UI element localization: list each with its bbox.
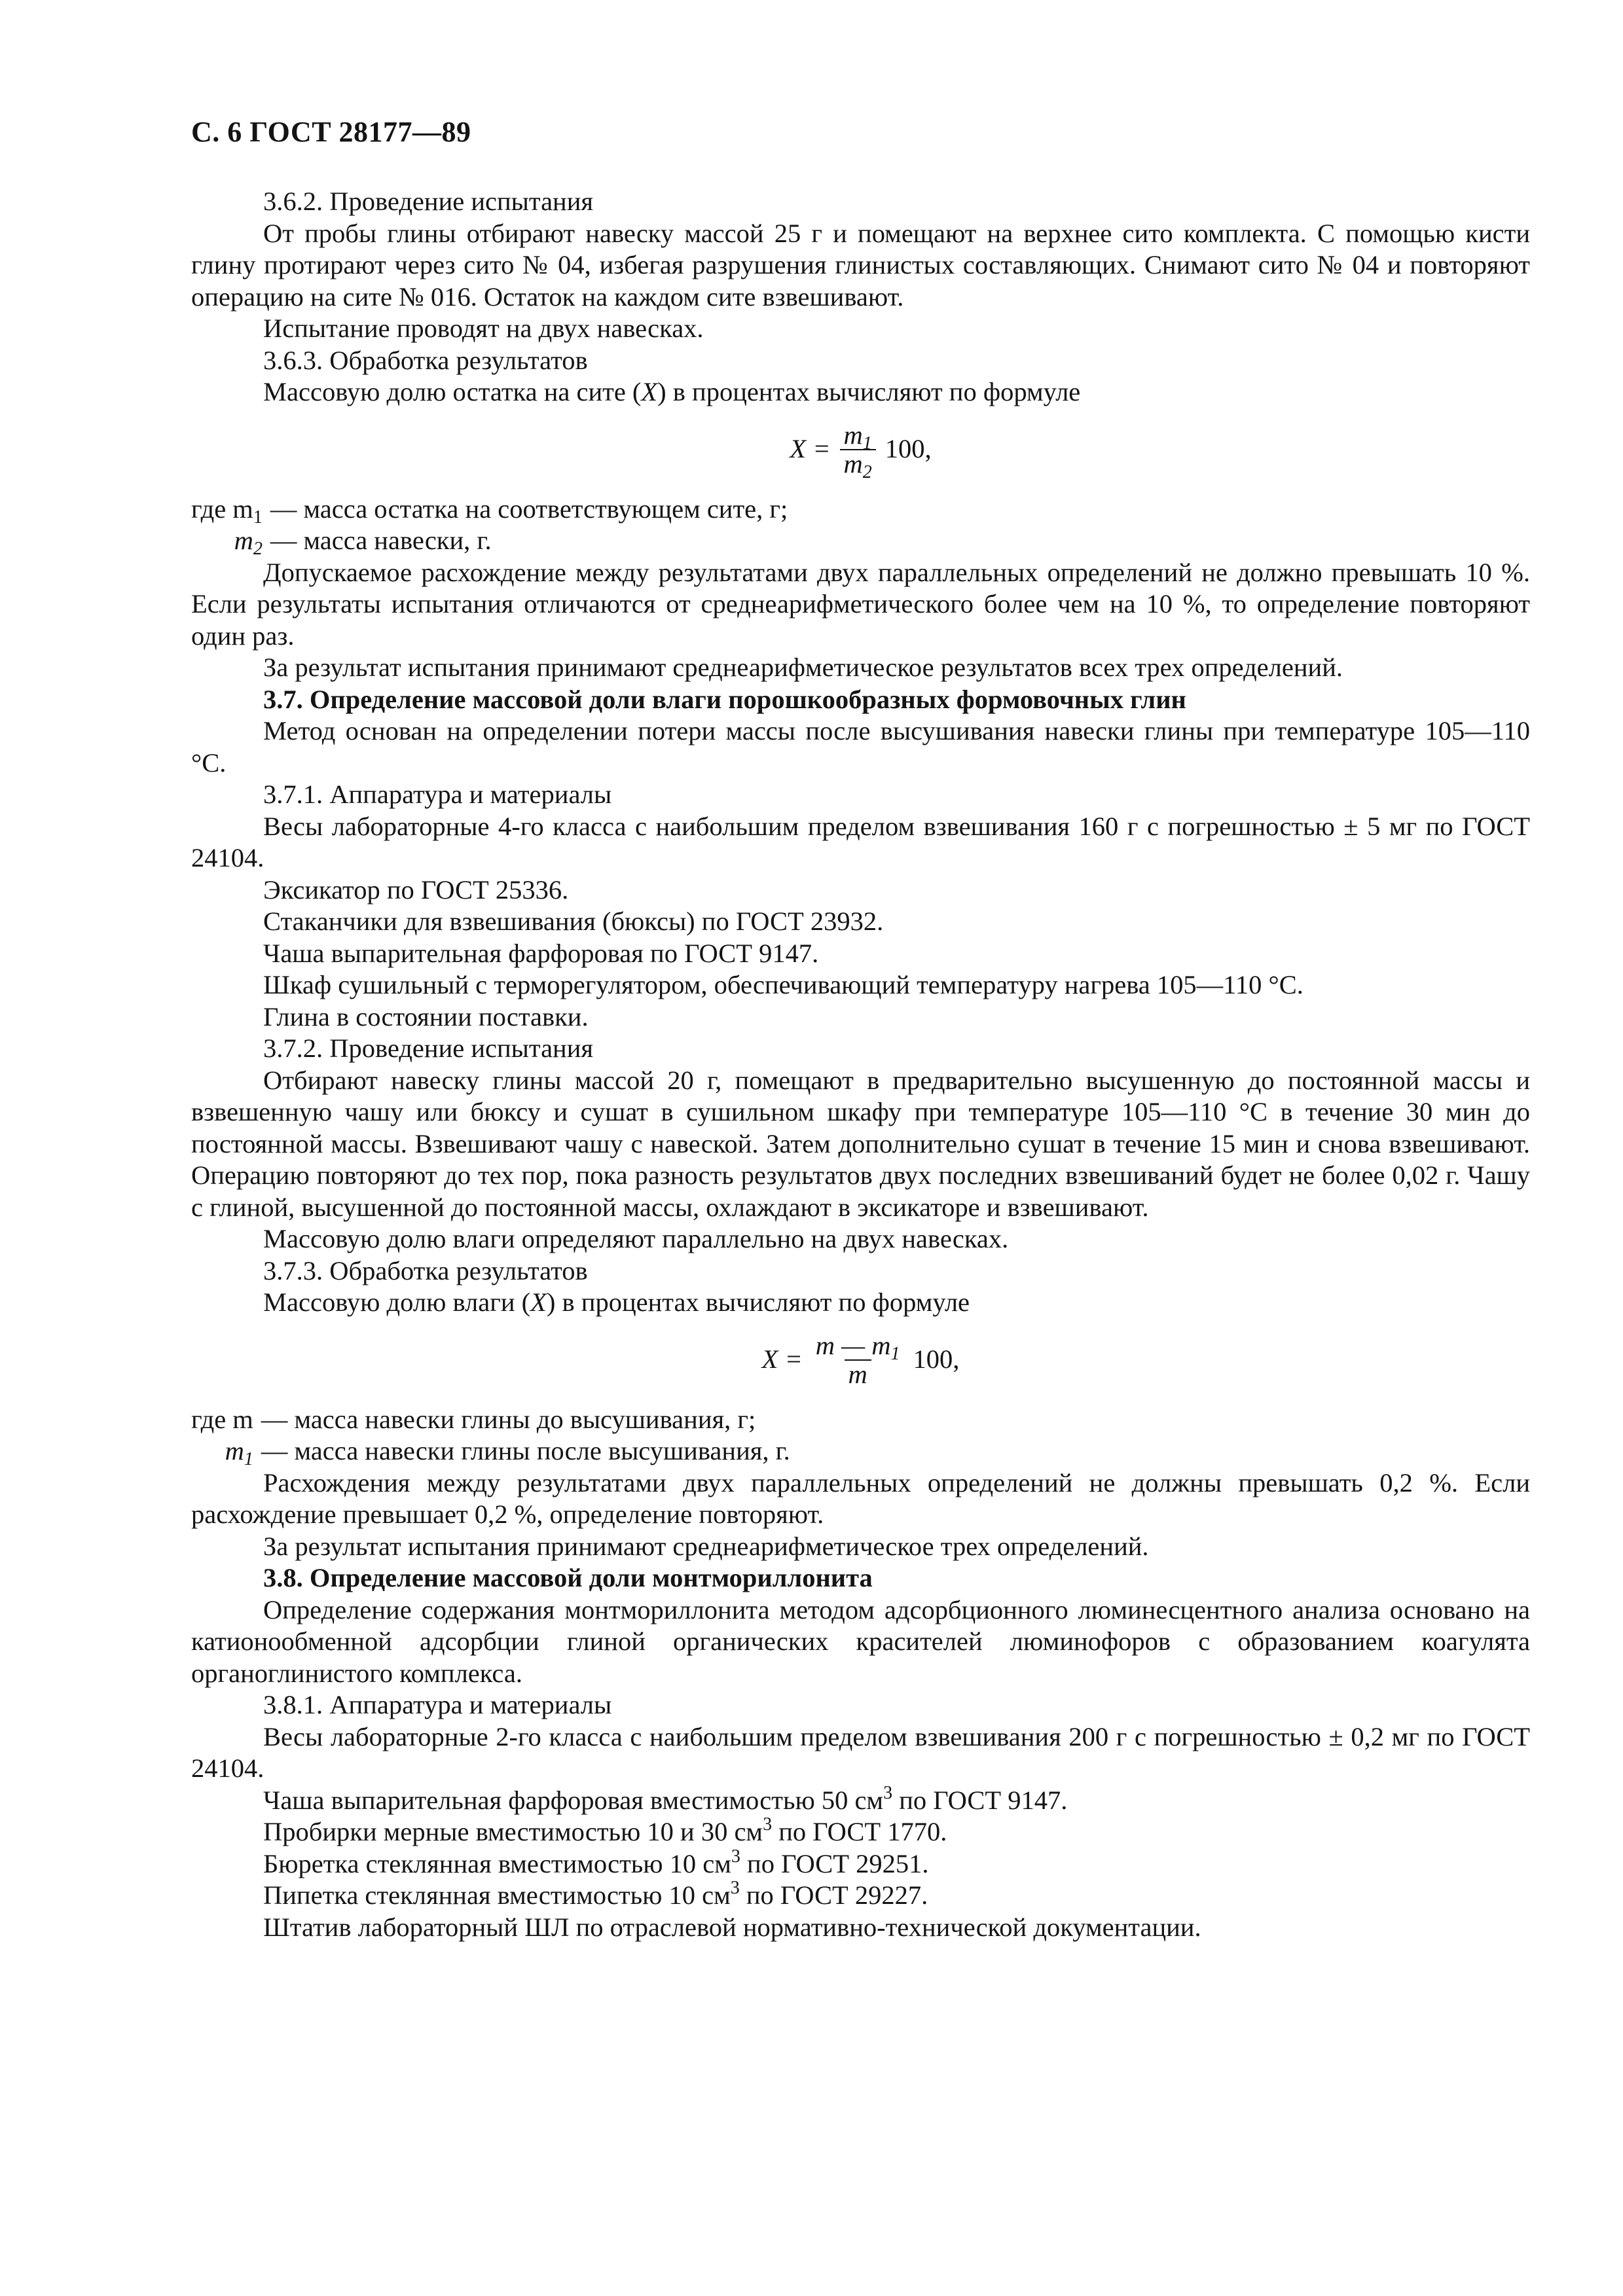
- formula-lhs: X =: [790, 434, 831, 464]
- formula-legend: где m — масса навески глины до высушивания, г; $m_1$ — масса навески глины после высушивания, г.: [191, 1404, 790, 1469]
- list-item: Бюретка стеклянная вместимостью 10 $см^3$ по ГОСТ 29251.: [263, 1846, 929, 1878]
- list-item: Эксикатор по ГОСТ 25336.: [263, 874, 569, 905]
- section-3-7-title: 3.7. Определение массовой доли влаги порошкообразных формовочных глин: [263, 684, 1186, 714]
- formula-intro: Массовую долю остатка на сите (X) в процентах вычисляют по формуле: [263, 377, 1081, 406]
- list-item: Весы лабораторные 2-го класса с наибольшим пределом взвешивания 200 г с погрешностью ± 0,2 мг по ГОСТ 24104.: [191, 1721, 1530, 1783]
- section-3-7-3-title: 3.7.3. Обработка результатов: [263, 1255, 588, 1285]
- formula-fraction: $\frac{m — m_1}{m}$: [815, 1330, 900, 1389]
- page-header: С. 6 ГОСТ 28177—89: [191, 116, 471, 148]
- paragraph: За результат испытания принимают среднеарифметическое трех определений.: [263, 1531, 1149, 1561]
- paragraph: Испытание проводят на двух навесках.: [263, 314, 704, 343]
- formula-tail: 100,: [913, 1344, 960, 1374]
- formula-moisture: [191, 1328, 1530, 1392]
- list-item: Пипетка стеклянная вместимостью 10 $см^3$ по ГОСТ 29227.: [263, 1878, 928, 1910]
- document-body: [191, 186, 1530, 1943]
- list-item: Шкаф сушильный с терморегулятором, обеспечивающий температуру нагрева 105—110 °С.: [263, 970, 1304, 999]
- list-item: Штатив лабораторный ШЛ по отраслевой нормативно-технической документации.: [263, 1912, 1201, 1942]
- formula-lhs: X =: [761, 1344, 803, 1374]
- formula-tail: 100,: [884, 434, 932, 464]
- section-3-7-2-title: 3.7.2. Проведение испытания: [263, 1033, 594, 1063]
- paragraph: Расхождения между результатами двух параллельных определений не должны превышать 0,2 %. Если расхождение превышает 0,2 %, определение повторяют.: [191, 1467, 1530, 1529]
- paragraph: Определение содержания монтмориллонита методом адсорбционного люминесцентного анализа основано на катионообменной адсорбции глиной органических красителей люминофоров с образованием коагулята органоглинистого комплекса.: [191, 1594, 1530, 1688]
- list-item: Чаша выпарительная фарфоровая вместимостью 50 $см^3$ по ГОСТ 9147.: [263, 1782, 1068, 1815]
- formula-intro: Массовую долю влаги (X) в процентах вычисляют по формуле: [263, 1287, 970, 1317]
- paragraph: Массовую долю влаги определяют параллельно на двух навесках.: [263, 1224, 1009, 1253]
- paragraph: От пробы глины отбирают навеску массой 25 г и помещают на верхнее сито комплекта. С помощью кисти глину протирают через сито № 04, избегая разрушения глинистых составляющих. Снимают сито № 04 и повторяют операцию на сите № 016. Остаток на каждом сите взвешивают.: [191, 218, 1530, 312]
- formula-residue: [191, 418, 1530, 482]
- paragraph: Допускаемое расхождение между результатами двух параллельных определений не должно превышать 10 %. Если результаты испытания отличаются от среднеарифметического более чем на 10 %, то определение повторяют один раз.: [191, 557, 1530, 651]
- paragraph: Метод основан на определении потери массы после высушивания навески глины при температуре 105—110 °С.: [191, 716, 1530, 778]
- list-item: Весы лабораторные 4-го класса с наибольшим пределом взвешивания 160 г с погрешностью ± 5 мг по ГОСТ 24104.: [191, 811, 1530, 872]
- list-item: Чаша выпарительная фарфоровая по ГОСТ 9147.: [263, 938, 819, 968]
- paragraph: Отбирают навеску глины массой 20 г, помещают в предварительно высушенную до постоянной массы и взвешенную чашу или бюксу и сушат в сушильном шкафу при температуре 105—110 °С в течение 30 мин до постоянной массы. Взвешивают чашу с навеской. Затем дополнительно сушат в течение 15 мин и снова взвешивают. Операцию повторяют до тех пор, пока разность результатов двух последних взвешиваний будет не более 0,02 г. Чашу с глиной, высушенной до постоянной массы, охлаждают в эксикаторе и взвешивают.: [191, 1065, 1530, 1222]
- formula-fraction: $\frac{m_1}{m_2}$: [840, 422, 876, 478]
- formula-legend: где $m_1$ — масса остатка на соответствующем сите, г; $m_2$ — масса навески, г.: [191, 493, 788, 559]
- list-item: Стаканчики для взвешивания (бюксы) по ГОСТ 23932.: [263, 906, 884, 936]
- section-3-8-1-title: 3.8.1. Аппаратура и материалы: [263, 1690, 612, 1719]
- list-item: Пробирки мерные вместимостью 10 и 30 $см^3$ по ГОСТ 1770.: [263, 1814, 947, 1846]
- paragraph: За результат испытания принимают среднеарифметическое результатов всех трех определений.: [263, 653, 1343, 682]
- section-3-6-3-title: 3.6.3. Обработка результатов: [263, 345, 588, 375]
- section-3-6-2-title: 3.6.2. Проведение испытания: [263, 187, 594, 216]
- section-3-7-1-title: 3.7.1. Аппаратура и материалы: [263, 780, 612, 809]
- list-item: Глина в состоянии поставки.: [263, 1001, 589, 1031]
- section-3-8-title: 3.8. Определение массовой доли монтмориллонита: [263, 1563, 873, 1592]
